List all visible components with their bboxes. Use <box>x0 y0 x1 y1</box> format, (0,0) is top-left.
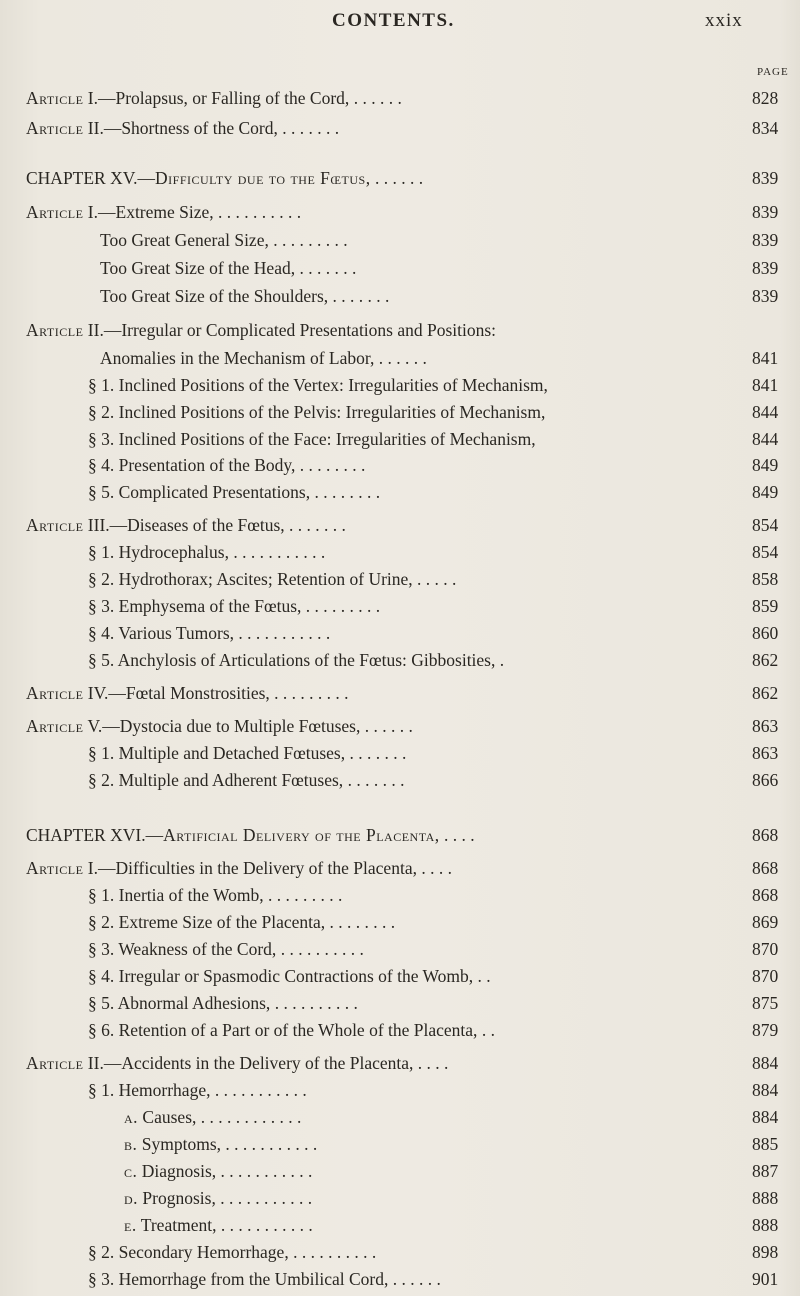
entry-title: Inclined Positions of the Face: Irregularities of Mechanism, <box>118 429 536 449</box>
toc-entry-text <box>88 453 365 477</box>
page-column-heading: PAGE <box>757 66 789 78</box>
article-label: Article <box>26 716 84 736</box>
entry-title: Various Tumors, <box>118 623 235 643</box>
toc-entry-text <box>26 1051 448 1075</box>
chapter-title: Artificial Delivery of the Placenta, <box>163 825 440 845</box>
toc-entry-text <box>26 318 496 342</box>
toc-entry <box>0 910 800 934</box>
page-number: 866 <box>752 770 779 790</box>
page-number: 844 <box>752 402 779 422</box>
toc-entry <box>0 540 800 564</box>
entry-title: Anchylosis of Articulations of the Fœtus: Gibbosities, <box>117 650 496 670</box>
subsection-letter: a. <box>124 1107 139 1127</box>
toc-entry-text <box>88 373 548 397</box>
toc-entry <box>0 741 800 765</box>
toc-entry <box>0 480 800 504</box>
dot-leaders: . . . . . . . . . <box>269 683 349 703</box>
toc-entry-text <box>88 594 380 618</box>
page-number: 901 <box>752 1269 779 1289</box>
section-mark: § 4. <box>88 455 115 475</box>
page-number: 839 <box>752 168 779 188</box>
section-mark: § 1. <box>88 743 115 763</box>
page-number: 898 <box>752 1242 779 1262</box>
chapter-label: CHAPTER XV.— <box>26 168 156 188</box>
entry-title: Presentation of the Body, <box>118 455 296 475</box>
toc-entry <box>0 768 800 792</box>
toc-entry-text <box>124 1213 313 1237</box>
dot-leaders: . . . . . . <box>388 1269 441 1289</box>
toc-entry <box>0 594 800 618</box>
article-label: Article <box>26 118 84 138</box>
toc-entry-text <box>124 1159 312 1183</box>
section-mark: § 2. <box>88 1242 115 1262</box>
toc-entry <box>0 228 800 252</box>
entry-title: Symptoms, <box>141 1134 222 1154</box>
toc-entry-text <box>124 1132 317 1156</box>
page-number: 887 <box>752 1161 779 1181</box>
page-number: 849 <box>752 455 779 475</box>
dot-leaders: . . . . . . . . . <box>301 596 381 616</box>
article-label: Article <box>26 320 84 340</box>
page-number: 841 <box>752 348 779 368</box>
toc-entry <box>0 400 800 424</box>
toc-entry <box>0 1018 800 1042</box>
dot-leaders: . . <box>473 966 491 986</box>
dot-leaders: . . . . . . <box>370 168 424 188</box>
section-mark: § 3. <box>88 429 115 449</box>
entry-title: Multiple and Detached Fœtuses, <box>118 743 346 763</box>
page-number: 884 <box>752 1107 779 1127</box>
entry-title: Hydrocephalus, <box>118 542 229 562</box>
toc-entry-text <box>88 1018 495 1042</box>
dot-leaders: . . . . . . . <box>284 515 346 535</box>
section-mark: § 2. <box>88 569 115 589</box>
toc-entry-text <box>88 741 406 765</box>
toc-entry <box>0 1105 800 1129</box>
toc-entry-text <box>88 1240 376 1264</box>
toc-entry <box>0 1186 800 1210</box>
dot-leaders: . . . . <box>413 1053 449 1073</box>
entry-title: Anomalies in the Mechanism of Labor, <box>100 348 375 368</box>
toc-entry-text <box>88 540 325 564</box>
toc-entry-text <box>88 883 342 907</box>
toc-entry <box>0 1213 800 1237</box>
section-mark: § 1. <box>88 1080 115 1100</box>
subsection-letter: c. <box>124 1161 138 1181</box>
dot-leaders: . . . . . . . . . <box>263 885 343 905</box>
toc-entry-text <box>100 346 427 370</box>
section-mark: § 2. <box>88 770 115 790</box>
toc-entry <box>0 346 800 370</box>
dot-leaders: . . . . <box>439 825 475 845</box>
dot-leaders: . . . . . . . . . . . <box>234 623 331 643</box>
section-mark: § 3. <box>88 596 115 616</box>
entry-title: Hemorrhage from the Umbilical Cord, <box>118 1269 389 1289</box>
toc-entry-text <box>26 856 452 880</box>
chapter-title: Difficulty due to the Fœtus, <box>155 168 371 188</box>
toc-entry-text <box>88 991 358 1015</box>
dot-leaders: . . . . . . . . . . <box>213 202 302 222</box>
article-title: II.—Accidents in the Delivery of the Placenta, <box>87 1053 414 1073</box>
dot-leaders: . . . . . . . <box>345 743 407 763</box>
page-number: 849 <box>752 482 779 502</box>
dot-leaders: . . . . . . . . . . . . <box>196 1107 302 1127</box>
section-mark: § 1. <box>88 542 115 562</box>
toc-entry <box>0 567 800 591</box>
page-number: 858 <box>752 569 779 589</box>
page-number: 870 <box>752 939 779 959</box>
dot-leaders: . . . . . . . <box>343 770 405 790</box>
entry-title: Too Great General Size, <box>100 230 269 250</box>
chapter-label: CHAPTER XVI.— <box>26 825 164 845</box>
entry-title: Irregular or Spasmodic Contractions of the Womb, <box>118 966 474 986</box>
section-mark: § 6. <box>88 1020 115 1040</box>
toc-entry-text <box>88 910 395 934</box>
dot-leaders: . . . . . . . . . . . <box>215 1188 313 1208</box>
dot-leaders: . . . . . . . <box>277 118 340 138</box>
toc-entry-text <box>88 648 504 672</box>
toc-entry <box>0 648 800 672</box>
entry-title: Abnormal Adhesions, <box>117 993 271 1013</box>
dot-leaders: . . . . . . . . <box>325 912 396 932</box>
dot-leaders: . . . . . . . . . . . <box>216 1161 313 1181</box>
toc-entry <box>0 856 800 880</box>
page-number: 854 <box>752 542 779 562</box>
toc-entry-text <box>88 1078 307 1102</box>
toc-entry-text <box>88 427 536 451</box>
toc-entry <box>0 1240 800 1264</box>
subsection-letter: e. <box>124 1215 137 1235</box>
toc-entry-text <box>26 166 423 190</box>
entry-title: Too Great Size of the Shoulders, <box>100 286 329 306</box>
page-number: 860 <box>752 623 779 643</box>
toc-entry-text <box>88 964 491 988</box>
entry-title: Extreme Size of the Placenta, <box>118 912 326 932</box>
section-mark: § 1. <box>88 885 115 905</box>
entry-title: Hemorrhage, <box>118 1080 211 1100</box>
section-mark: § 5. <box>88 993 115 1013</box>
article-title: II.—Irregular or Complicated Presentations and Positions: <box>87 320 497 340</box>
toc-entry <box>0 513 800 537</box>
entry-title: Prognosis, <box>142 1188 216 1208</box>
page-number: 862 <box>752 683 779 703</box>
toc-entry-text <box>124 1105 301 1129</box>
article-title: III.—Diseases of the Fœtus, <box>87 515 285 535</box>
toc-entry <box>0 991 800 1015</box>
entry-title: Secondary Hemorrhage, <box>118 1242 289 1262</box>
subsection-letter: b. <box>124 1134 138 1154</box>
toc-entry-text <box>124 1186 312 1210</box>
dot-leaders: . . . . . . . . . <box>268 230 348 250</box>
page-number: 863 <box>752 716 779 736</box>
page-number: 868 <box>752 885 779 905</box>
toc-entry <box>0 166 800 190</box>
page-number: 863 <box>752 743 779 763</box>
page-number: 869 <box>752 912 779 932</box>
dot-leaders: . . . . . . . . . . <box>270 993 358 1013</box>
article-label: Article <box>26 88 84 108</box>
dot-leaders: . . . . . . . . . . . <box>216 1215 313 1235</box>
toc-entry <box>0 823 800 847</box>
toc-entry <box>0 714 800 738</box>
article-label: Article <box>26 1053 84 1073</box>
toc-entry-text <box>88 768 404 792</box>
article-label: Article <box>26 202 84 222</box>
page-number: 839 <box>752 286 779 306</box>
dot-leaders: . <box>495 650 505 670</box>
dot-leaders: . . . . . . . . <box>310 482 381 502</box>
toc-entry <box>0 284 800 308</box>
toc-entry-text <box>26 823 475 847</box>
toc-entry <box>0 453 800 477</box>
toc-entry <box>0 937 800 961</box>
toc-entry-text <box>26 200 301 224</box>
article-title: IV.—Fœtal Monstrosities, <box>87 683 270 703</box>
section-mark: § 2. <box>88 402 115 422</box>
page-number: 828 <box>752 88 779 108</box>
article-label: Article <box>26 683 84 703</box>
entry-title: Weakness of the Cord, <box>118 939 277 959</box>
toc-entry <box>0 1267 800 1291</box>
entry-title: Complicated Presentations, <box>118 482 311 502</box>
dot-leaders: . . . . . . . . . . . <box>210 1080 307 1100</box>
toc-entry-text <box>100 256 356 280</box>
dot-leaders: . . . . . . <box>374 348 427 368</box>
article-label: Article <box>26 858 84 878</box>
toc-entry-text <box>26 116 339 140</box>
toc-entry <box>0 86 800 110</box>
dot-leaders: . . . . . . . <box>328 286 390 306</box>
page-number: 841 <box>752 375 779 395</box>
toc-entry-text <box>88 937 364 961</box>
toc-entry-text <box>26 86 402 110</box>
running-title: CONTENTS. <box>332 10 455 31</box>
running-header <box>0 8 800 38</box>
page-number: 834 <box>752 118 779 138</box>
subsection-letter: d. <box>124 1188 139 1208</box>
toc-entry <box>0 256 800 280</box>
entry-title: Hydrothorax; Ascites; Retention of Urine, <box>118 569 413 589</box>
page-number: 870 <box>752 966 779 986</box>
toc-entry <box>0 116 800 140</box>
page-number: 839 <box>752 230 779 250</box>
page-number: 854 <box>752 515 779 535</box>
section-mark: § 4. <box>88 623 115 643</box>
entry-title: Retention of a Part or of the Whole of the Placenta, <box>118 1020 478 1040</box>
toc-entry <box>0 1132 800 1156</box>
entry-title: Treatment, <box>140 1215 217 1235</box>
dot-leaders: . . . . . . <box>360 716 413 736</box>
entry-title: Inclined Positions of the Pelvis: Irregularities of Mechanism, <box>118 402 546 422</box>
entry-title: Causes, <box>142 1107 197 1127</box>
page-number: 839 <box>752 202 779 222</box>
article-title: I.—Extreme Size, <box>87 202 214 222</box>
page-number: 868 <box>752 825 779 845</box>
section-mark: § 3. <box>88 939 115 959</box>
toc-entry-text <box>88 621 330 645</box>
page-number: 839 <box>752 258 779 278</box>
toc-entry <box>0 318 800 342</box>
toc-entry <box>0 1159 800 1183</box>
page-number: 884 <box>752 1080 779 1100</box>
article-title: I.—Difficulties in the Delivery of the Placenta, <box>87 858 417 878</box>
toc-entry-text <box>88 400 545 424</box>
dot-leaders: . . . . <box>416 858 452 878</box>
dot-leaders: . . . . . . . . . . . <box>221 1134 318 1154</box>
toc-entry-text <box>88 1267 441 1291</box>
dot-leaders: . . . . . . . . . . <box>276 939 364 959</box>
section-mark: § 1. <box>88 375 115 395</box>
entry-title: Inertia of the Womb, <box>118 885 264 905</box>
toc-entry-text <box>100 228 348 252</box>
section-mark: § 4. <box>88 966 115 986</box>
entry-title: Multiple and Adherent Fœtuses, <box>118 770 344 790</box>
article-title: I.—Prolapsus, or Falling of the Cord, <box>87 88 350 108</box>
toc-entry <box>0 427 800 451</box>
toc-entry-text <box>100 284 389 308</box>
page-number: 859 <box>752 596 779 616</box>
entry-title: Inclined Positions of the Vertex: Irregularities of Mechanism, <box>118 375 548 395</box>
dot-leaders: . . <box>477 1020 495 1040</box>
page-number: 862 <box>752 650 779 670</box>
dot-leaders: . . . . . . . . <box>295 455 366 475</box>
entry-title: Emphysema of the Fœtus, <box>118 596 302 616</box>
toc-entry <box>0 1078 800 1102</box>
toc-entry <box>0 621 800 645</box>
dot-leaders: . . . . . . <box>349 88 402 108</box>
entry-title: Too Great Size of the Head, <box>100 258 296 278</box>
toc-entry <box>0 1051 800 1075</box>
section-mark: § 3. <box>88 1269 115 1289</box>
section-mark: § 5. <box>88 650 115 670</box>
dot-leaders: . . . . . . . <box>295 258 357 278</box>
page-number: 888 <box>752 1188 779 1208</box>
entry-title: Diagnosis, <box>141 1161 217 1181</box>
toc-entry <box>0 373 800 397</box>
section-mark: § 2. <box>88 912 115 932</box>
dot-leaders: . . . . . . . . . . <box>288 1242 377 1262</box>
toc-entry <box>0 681 800 705</box>
dot-leaders: . . . . . <box>412 569 457 589</box>
toc-entry-text <box>88 480 380 504</box>
article-label: Article <box>26 515 84 535</box>
dot-leaders: . . . . . . . . . . . <box>228 542 326 562</box>
page-number: 879 <box>752 1020 779 1040</box>
toc-entry-text <box>26 681 349 705</box>
toc-entry <box>0 964 800 988</box>
toc-entry <box>0 883 800 907</box>
article-title: V.—Dystocia due to Multiple Fœtuses, <box>87 716 361 736</box>
page-number: 888 <box>752 1215 779 1235</box>
page-number: 884 <box>752 1053 779 1073</box>
page-number: 844 <box>752 429 779 449</box>
page-number: 885 <box>752 1134 779 1154</box>
toc-entry-text <box>26 513 346 537</box>
article-title: II.—Shortness of the Cord, <box>87 118 278 138</box>
toc-entry <box>0 200 800 224</box>
page-number: 875 <box>752 993 779 1013</box>
section-mark: § 5. <box>88 482 115 502</box>
toc-entry-text <box>88 567 456 591</box>
page-folio: xxix <box>705 10 743 31</box>
page-number: 868 <box>752 858 779 878</box>
toc-entry-text <box>26 714 413 738</box>
